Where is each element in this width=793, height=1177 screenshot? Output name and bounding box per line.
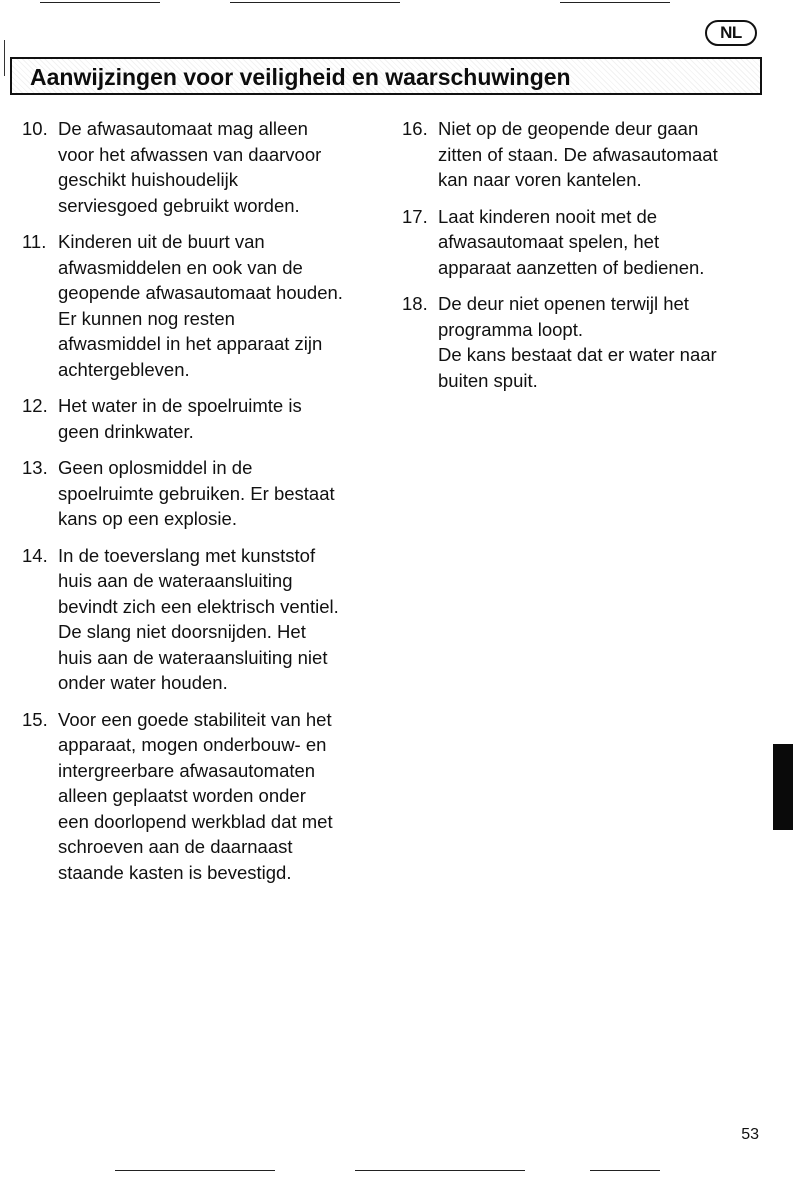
list-item bbox=[22, 455, 382, 532]
list-item bbox=[22, 229, 382, 382]
item-text: De deur niet openen terwijl het programma loopt. De kans bestaat dat er water naar buiten spuit. bbox=[438, 293, 717, 391]
list-item bbox=[22, 543, 382, 696]
scan-artifact-top-1 bbox=[40, 2, 160, 3]
item-number: 15. bbox=[22, 708, 48, 730]
item-number: 12. bbox=[22, 395, 48, 416]
page-number: 53 bbox=[741, 1126, 759, 1143]
item-number: 16. bbox=[402, 118, 428, 139]
item-text: Het water in de spoelruimte is geen drinkwater. bbox=[58, 395, 302, 442]
list-item bbox=[22, 707, 382, 886]
section-title: Aanwijzingen voor veiligheid en waarschuwingen bbox=[30, 64, 571, 90]
scan-artifact-top-3 bbox=[560, 2, 670, 3]
scan-artifact-bottom-1 bbox=[115, 1170, 275, 1171]
item-text: Kinderen uit de buurt van afwasmiddelen en ook van de geopende afwasautomaat houden. Er kunnen nog resten afwasmiddel in het apparaat zijn achtergebleven. bbox=[58, 231, 343, 380]
list-item bbox=[22, 393, 382, 444]
scan-artifact-top-2 bbox=[230, 2, 400, 3]
item-text: Voor een goede stabiliteit van het apparaat, mogen onderbouw- en intergreerbare afwasautomaten alleen geplaatst worden onder een doorlopend werkblad dat met schroeven aan de daarnaast staande kasten is bevestigd. bbox=[58, 708, 333, 883]
scan-artifact-bottom-2 bbox=[355, 1170, 525, 1171]
item-number: 11. bbox=[22, 231, 47, 252]
item-text: De afwasautomaat mag alleen voor het afwassen van daarvoor geschikt huishoudelijk serviesgoed gebruikt worden. bbox=[58, 118, 322, 216]
instructions-right-column bbox=[402, 116, 772, 404]
item-number: 13. bbox=[22, 457, 48, 478]
list-item bbox=[402, 204, 772, 281]
scan-artifact-left bbox=[4, 40, 5, 76]
item-number: 17. bbox=[402, 205, 428, 227]
item-text: Laat kinderen nooit met de afwasautomaat spelen, het apparaat aanzetten of bedienen. bbox=[438, 205, 705, 278]
item-number: 10. bbox=[22, 118, 48, 139]
instructions-left-column bbox=[22, 116, 382, 896]
scan-artifact-bottom-3 bbox=[590, 1170, 660, 1171]
item-number: 18. bbox=[402, 293, 428, 314]
language-badge: NL bbox=[705, 20, 757, 46]
list-item bbox=[402, 116, 772, 193]
item-text: In de toeverslang met kunststof huis aan de wateraansluiting bevindt zich een elektrisch ventiel. De slang niet doorsnijden. Het huis aan de wateraansluiting niet onder water houden. bbox=[58, 544, 339, 693]
item-text: Niet op de geopende deur gaan zitten of staan. De afwasautomaat kan naar voren kantelen. bbox=[438, 118, 718, 190]
list-item bbox=[402, 291, 772, 393]
item-text: Geen oplosmiddel in de spoelruimte gebruiken. Er bestaat kans op een explosie. bbox=[58, 457, 335, 529]
side-thumb-tab bbox=[773, 744, 793, 830]
item-number: 14. bbox=[22, 544, 48, 566]
list-item bbox=[22, 116, 382, 218]
